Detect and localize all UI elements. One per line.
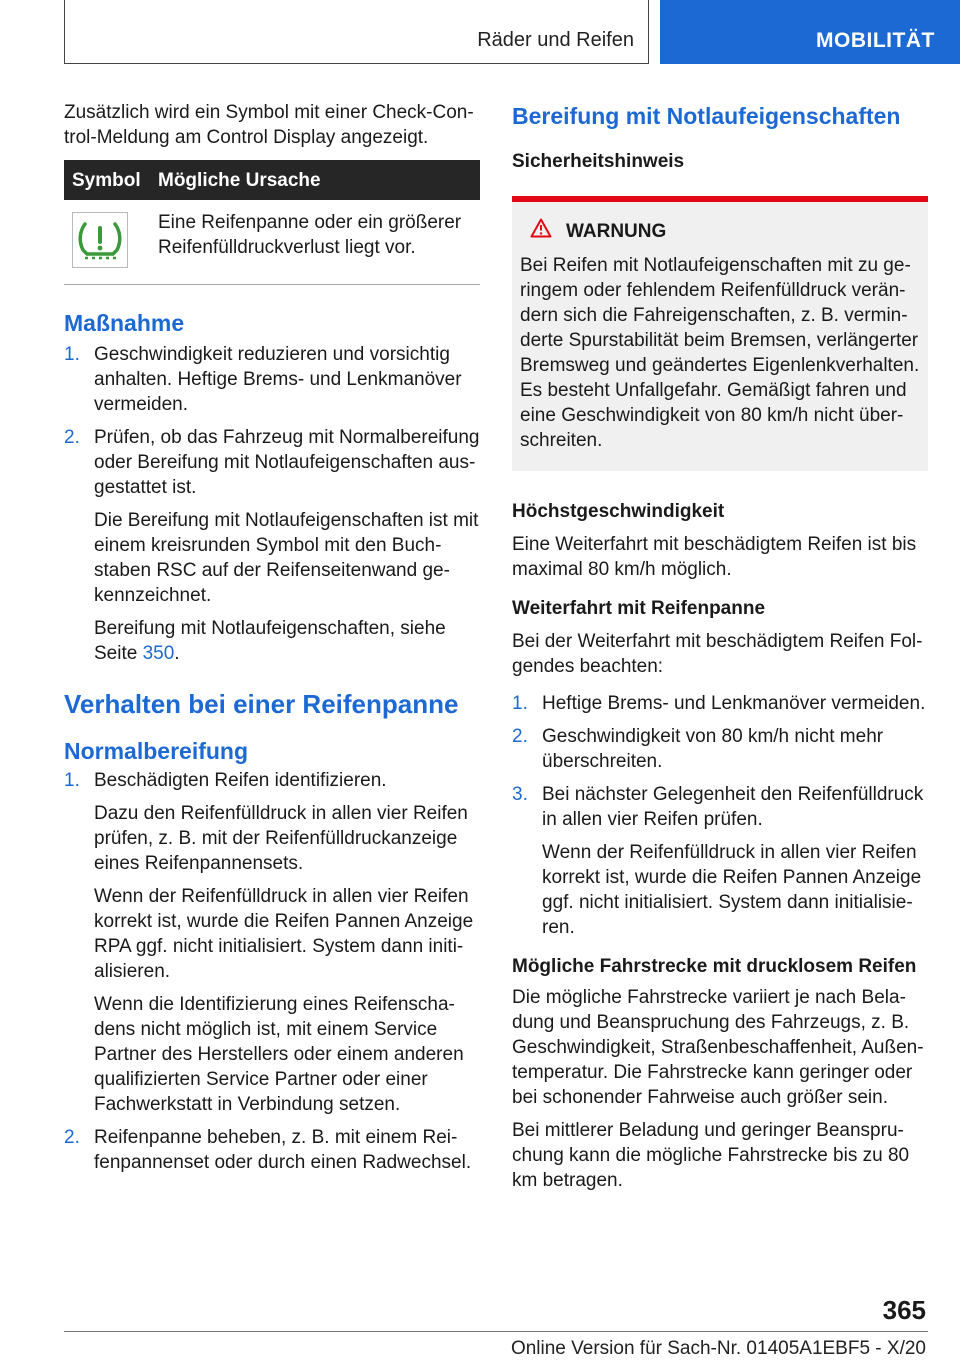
continue-list [512, 691, 928, 940]
list-item [64, 1125, 480, 1175]
footer-divider [64, 1331, 928, 1332]
distance-heading: Mögliche Fahrstrecke mit drucklosem Reifen [512, 956, 917, 977]
symbol-col-header: Symbol [64, 160, 150, 200]
normalbereifung-list [64, 768, 480, 1175]
list-text: Prüfen, ob das Fahrzeug mit Normalbereifung oder Bereifung mit Notlaufeigenschaften ausgestattet ist. [94, 427, 480, 498]
list-number: 2. [64, 427, 80, 448]
continue-heading: Weiterfahrt mit Reifenpanne [512, 598, 766, 619]
massnahme-heading: Maßnahme [64, 310, 185, 336]
list-text: Reifenpanne beheben, z. B. mit einem Reifenpannenset oder durch einen Radwechsel. [94, 1127, 472, 1173]
list-text: Geschwindigkeit reduzieren und vorsichtig anhalten. Heftige Brems- und Lenkmanöver vermeiden. [94, 344, 462, 415]
list-text: Dazu den Reifenfülldruck in allen vier Reifen prüfen, z. B. mit der Reifenfülldruckanzeige eines Reifenpannensets. [94, 803, 468, 874]
run-flat-heading: Bereifung mit Notlaufeigenschaften [512, 103, 901, 129]
list-number: 1. [512, 693, 528, 714]
continue-text: Bei der Weiterfahrt mit beschädigtem Reifen Folgendes beachten: [512, 631, 923, 677]
header-chapter-title: MOBILITÄT [816, 29, 935, 52]
list-item [64, 768, 480, 1117]
warning-title: WARNUNG [566, 221, 667, 242]
list-text: Bei nächster Gelegenheit den Reifenfülldruck in allen vier Reifen prüfen. [542, 784, 924, 830]
warning-text: Bei Reifen mit Notlaufeigenschaften mit zu geringem oder fehlendem Reifenfülldruck verändern sich die Fahreigenschaften, z. B. verminderte Spurstabilität beim Bremsen, verlängerter Bremsweg und geändertes Eigenlenkverhalten. Es besteht Unfallgefahr. Gemäßigt fahren und eine Geschwindigkeit von 80 km/h nicht überschreiten. [520, 255, 920, 451]
safety-heading: Sicherheitshinweis [512, 151, 685, 172]
list-number: 1. [64, 770, 80, 791]
list-text: Wenn der Reifenfülldruck in allen vier Reifen korrekt ist, wurde die Reifen Pannen Anzeige RPA ggf. nicht initialisiert. System dann initialisieren. [94, 886, 474, 982]
list-text: Wenn die Identifizierung eines Reifenschadens nicht möglich ist, mit einem Service Partner des Herstellers oder einem anderen qualifizierten Service Partner oder einer Fachwerkstatt in Verbindung setzen. [94, 994, 464, 1115]
symbol-table [64, 160, 480, 285]
list-number: 2. [64, 1127, 80, 1148]
list-number: 1. [64, 344, 80, 365]
list-text: Beschädigten Reifen identifizieren. [94, 770, 387, 791]
list-text: Wenn der Reifenfülldruck in allen vier Reifen korrekt ist, wurde die Reifen Pannen Anzeige ggf. nicht initialisiert. System dann initialisieren. [542, 842, 922, 938]
list-number: 3. [512, 784, 528, 805]
cause-col-header: Mögliche Ursache [150, 160, 480, 200]
list-item [512, 782, 928, 940]
list-item [64, 342, 480, 417]
intro-text: Zusätzlich wird ein Symbol mit einer Check-Control-Meldung am Control Display angezeigt. [64, 102, 474, 148]
header-section-box [64, 0, 649, 64]
massnahme-list [64, 342, 480, 666]
list-text: Die Bereifung mit Notlaufeigenschaften ist mit einem kreisrunden Symbol mit den Buchstaben RSC auf der Reifenseitenwand gekennzeichnet. [94, 510, 479, 606]
distance-text-2: Bei mittlerer Beladung und geringer Beanspruchung kann die mögliche Fahrstrecke bis zu 80 km betragen. [512, 1120, 910, 1191]
warning-title-row [520, 218, 920, 245]
distance-text-1: Die mögliche Fahrstrecke variiert je nach Beladung und Beanspruchung des Fahrzeugs, z. B. Geschwindigkeit, Straßenbeschaffenheit, Außentemperatur. Die Fahrstrecke kann geringer oder bei schonender Fahrweise auch größer sein. [512, 987, 924, 1108]
page-number: 365 [882, 1295, 926, 1325]
list-item [64, 425, 480, 666]
list-text: Heftige Brems- und Lenkmanöver vermeiden. [542, 693, 926, 714]
warning-triangle-icon [530, 218, 552, 245]
list-number: 2. [512, 726, 528, 747]
speed-text: Eine Weiterfahrt mit beschädigtem Reifen ist bis maximal 80 km/h möglich. [512, 534, 917, 580]
table-row [64, 200, 480, 285]
online-version-note: Online Version für Sach-Nr. 01405A1EBF5 - X/20 [510, 1338, 926, 1359]
symbol-cell [64, 200, 150, 285]
warning-box [512, 196, 928, 471]
symbol-table-header [64, 160, 480, 200]
cause-cell: Eine Reifenpanne oder ein größerer Reifenfülldruckverlust liegt vor. [150, 200, 480, 285]
page-reference-link[interactable]: 350 [142, 643, 175, 664]
normalbereifung-heading: Normalbereifung [64, 738, 249, 764]
list-item [512, 724, 928, 774]
header-section-title: Räder und Reifen [477, 29, 634, 51]
verhalten-heading: Verhalten bei einer Reifenpanne [64, 689, 459, 719]
speed-heading: Höchstgeschwindigkeit [512, 501, 725, 522]
tire-pressure-warning-icon [72, 212, 128, 268]
list-item [512, 691, 928, 716]
left-column [64, 100, 480, 1175]
list-text: Bereifung mit Notlaufeigenschaften, siehe Seite 350. [94, 618, 446, 664]
list-text: Geschwindigkeit von 80 km/h nicht mehr überschreiten. [542, 726, 884, 772]
right-column [512, 100, 928, 1193]
header-chapter-tab [660, 0, 960, 64]
